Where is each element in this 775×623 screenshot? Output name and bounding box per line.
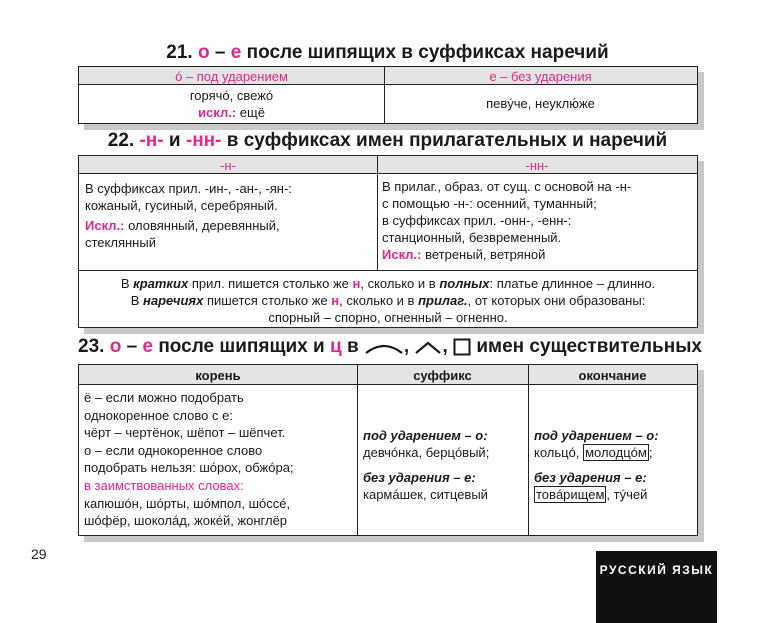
- ending-mark-icon: [453, 338, 471, 356]
- s23-col1-body: ё – если можно подобрать однокоренное слово с е: чёрт – чертёнок, шёпот – шёпчет. о – если однокоренное слово подобрать нельзя: шóрох, обжóра; в заимствованных словах: капюшóн, шóрты, шóмпол, шóссé, шóфёр, шоколáд, жокéй, жонглёр: [84, 390, 294, 529]
- section-23-table: [78, 364, 698, 536]
- s22-col2-header: -нн-: [525, 158, 549, 173]
- subject-label-block: [596, 551, 717, 623]
- s23-col3-header: окончание: [578, 368, 647, 383]
- s22-col1-body: В суффиксах прил. -ин-, -ан-, -ян-: кожаный, гусиный, серебряный. Искл.: оловянный, деревянный, стеклянный: [85, 181, 292, 250]
- section-22-title: 22. -н- и -нн- в суффиксах имен прилагательных и наречий: [107, 130, 668, 151]
- section-22-table: [78, 155, 698, 328]
- s23-col3-body: под ударением – о: кольцó, молодцóм ; без ударения – е: товáрищем , тýчей: [534, 428, 659, 502]
- page-number: 29: [31, 546, 47, 562]
- s21-col1-header: ó – под ударением: [175, 69, 288, 84]
- section-23-title: 23. о – е после шипящих и ц в , , имен существительных: [78, 336, 702, 357]
- s23-col2-header: суффикс: [413, 368, 472, 383]
- root-mark-icon: [364, 339, 404, 355]
- s22-col2-body: В прилаг., образ. от сущ. с основой на -н- с помощью -н-: осенний, туманный; в суффиксах прил. -онн-, -енн-: станционный, безвременный. Искл.: ветреный, ветряной: [382, 179, 632, 262]
- s21-col2-examples: певýче, неуклю́же: [486, 96, 595, 111]
- s23-col2-body: под ударением – о: девчóнка, берцóвый; без ударения – е: кармáшек, ситцевый: [363, 428, 490, 502]
- suffix-mark-icon: [414, 339, 442, 355]
- s22-rule-text: В кратких прил. пишется столько же н, сколько и в полных: платье длинное – длинно. В наречиях пишется столько же н, сколько и в прилаг., от которых они образованы: спорный – спорно, огненный – огненно.: [120, 276, 656, 325]
- s21-col2-header: е – без ударения: [489, 69, 592, 84]
- section-21-table: [78, 66, 698, 124]
- section-21-title: 21. о – е после шипящих в суффиксах наречий: [166, 42, 609, 63]
- s21-col1-examples: горячó, свежó искл.: ещё: [189, 88, 274, 120]
- s23-col1-header: корень: [195, 368, 241, 383]
- subject-label: РУССКИЙ ЯЗЫК: [599, 563, 714, 577]
- s22-col1-header: -н-: [220, 158, 236, 173]
